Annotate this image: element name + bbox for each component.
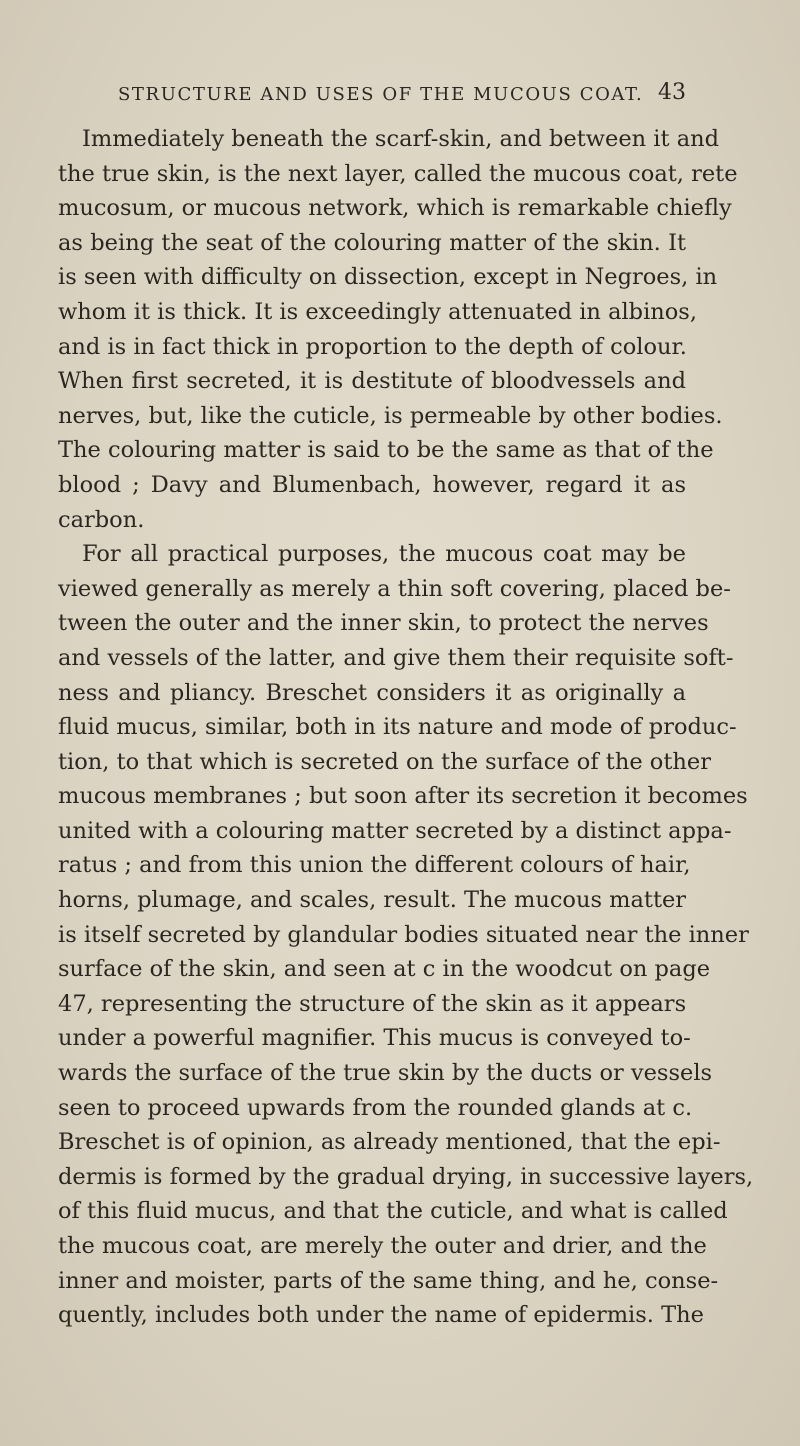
- text-line: seen to proceed upwards from the rounded glands at c.: [58, 1094, 693, 1121]
- text-line: blood ; Davy and Blumenbach, however, regard it as: [58, 471, 686, 498]
- text-line: under a powerful magnifier. This mucus is conveyed to-: [58, 1025, 691, 1052]
- text-line: inner and moister, parts of the same thing, and he, conse-: [58, 1267, 719, 1294]
- running-title: STRUCTURE AND USES OF THE MUCOUS COAT.: [118, 84, 644, 105]
- text-line: is itself secreted by glandular bodies situated near the inner: [58, 921, 749, 948]
- text-line: Immediately beneath the scarf-skin, and between it and: [82, 126, 719, 152]
- text-line: nerves, but, like the cuticle, is permeable by other bodies.: [58, 402, 723, 429]
- text-line: The colouring matter is said to be the same as that of the: [58, 437, 714, 464]
- text-line: as being the seat of the colouring matter of the skin. It: [58, 229, 686, 256]
- body-text: [58, 122, 754, 1333]
- text-line: viewed generally as merely a thin soft covering, placed be-: [58, 575, 731, 602]
- text-line: united with a colouring matter secreted by a distinct appa-: [58, 817, 732, 844]
- text-line: Breschet is of opinion, as already mentioned, that the epi-: [58, 1129, 721, 1156]
- text-line: mucosum, or mucous network, which is remarkable chiefly: [58, 195, 732, 222]
- text-line: ness and pliancy. Breschet considers it as originally a: [58, 679, 686, 706]
- text-line: of this fluid mucus, and that the cuticle, and what is called: [58, 1198, 728, 1225]
- text-line: and is in fact thick in proportion to the depth of colour.: [58, 333, 687, 360]
- running-head: [118, 80, 686, 112]
- text-line: horns, plumage, and scales, result. The mucous matter: [58, 887, 687, 914]
- text-line: fluid mucus, similar, both in its nature and mode of produc-: [58, 714, 737, 741]
- text-line: wards the surface of the true skin by the ducts or vessels: [58, 1060, 713, 1087]
- text-line: tween the outer and the inner skin, to protect the nerves: [58, 610, 709, 637]
- text-line: surface of the skin, and seen at c in the woodcut on page: [58, 956, 711, 983]
- page-number: 43: [658, 80, 686, 105]
- text-line: mucous membranes ; but soon after its secretion it becomes: [58, 783, 748, 810]
- text-line: dermis is formed by the gradual drying, in successive layers,: [58, 1163, 754, 1190]
- text-line: is seen with difficulty on dissection, except in Negroes, in: [58, 264, 718, 291]
- text-line: tion, to that which is secreted on the surface of the other: [58, 748, 711, 775]
- text-line: quently, includes both under the name of epidermis. The: [58, 1302, 704, 1329]
- text-line: whom it is thick. It is exceedingly attenuated in albinos,: [58, 298, 698, 325]
- text-line: the true skin, is the next layer, called the mucous coat, rete: [58, 160, 738, 187]
- text-line: the mucous coat, are merely the outer and drier, and the: [58, 1233, 707, 1259]
- text-line: and vessels of the latter, and give them their requisite soft-: [58, 644, 734, 671]
- text-line: For all practical purposes, the mucous coat may be: [82, 541, 686, 568]
- text-line: carbon.: [58, 506, 145, 533]
- text-line: 47, representing the structure of the skin as it appears: [58, 990, 687, 1017]
- text-line: ratus ; and from this union the different colours of hair,: [58, 852, 691, 879]
- text-line: When first secreted, it is destitute of bloodvessels and: [58, 368, 686, 395]
